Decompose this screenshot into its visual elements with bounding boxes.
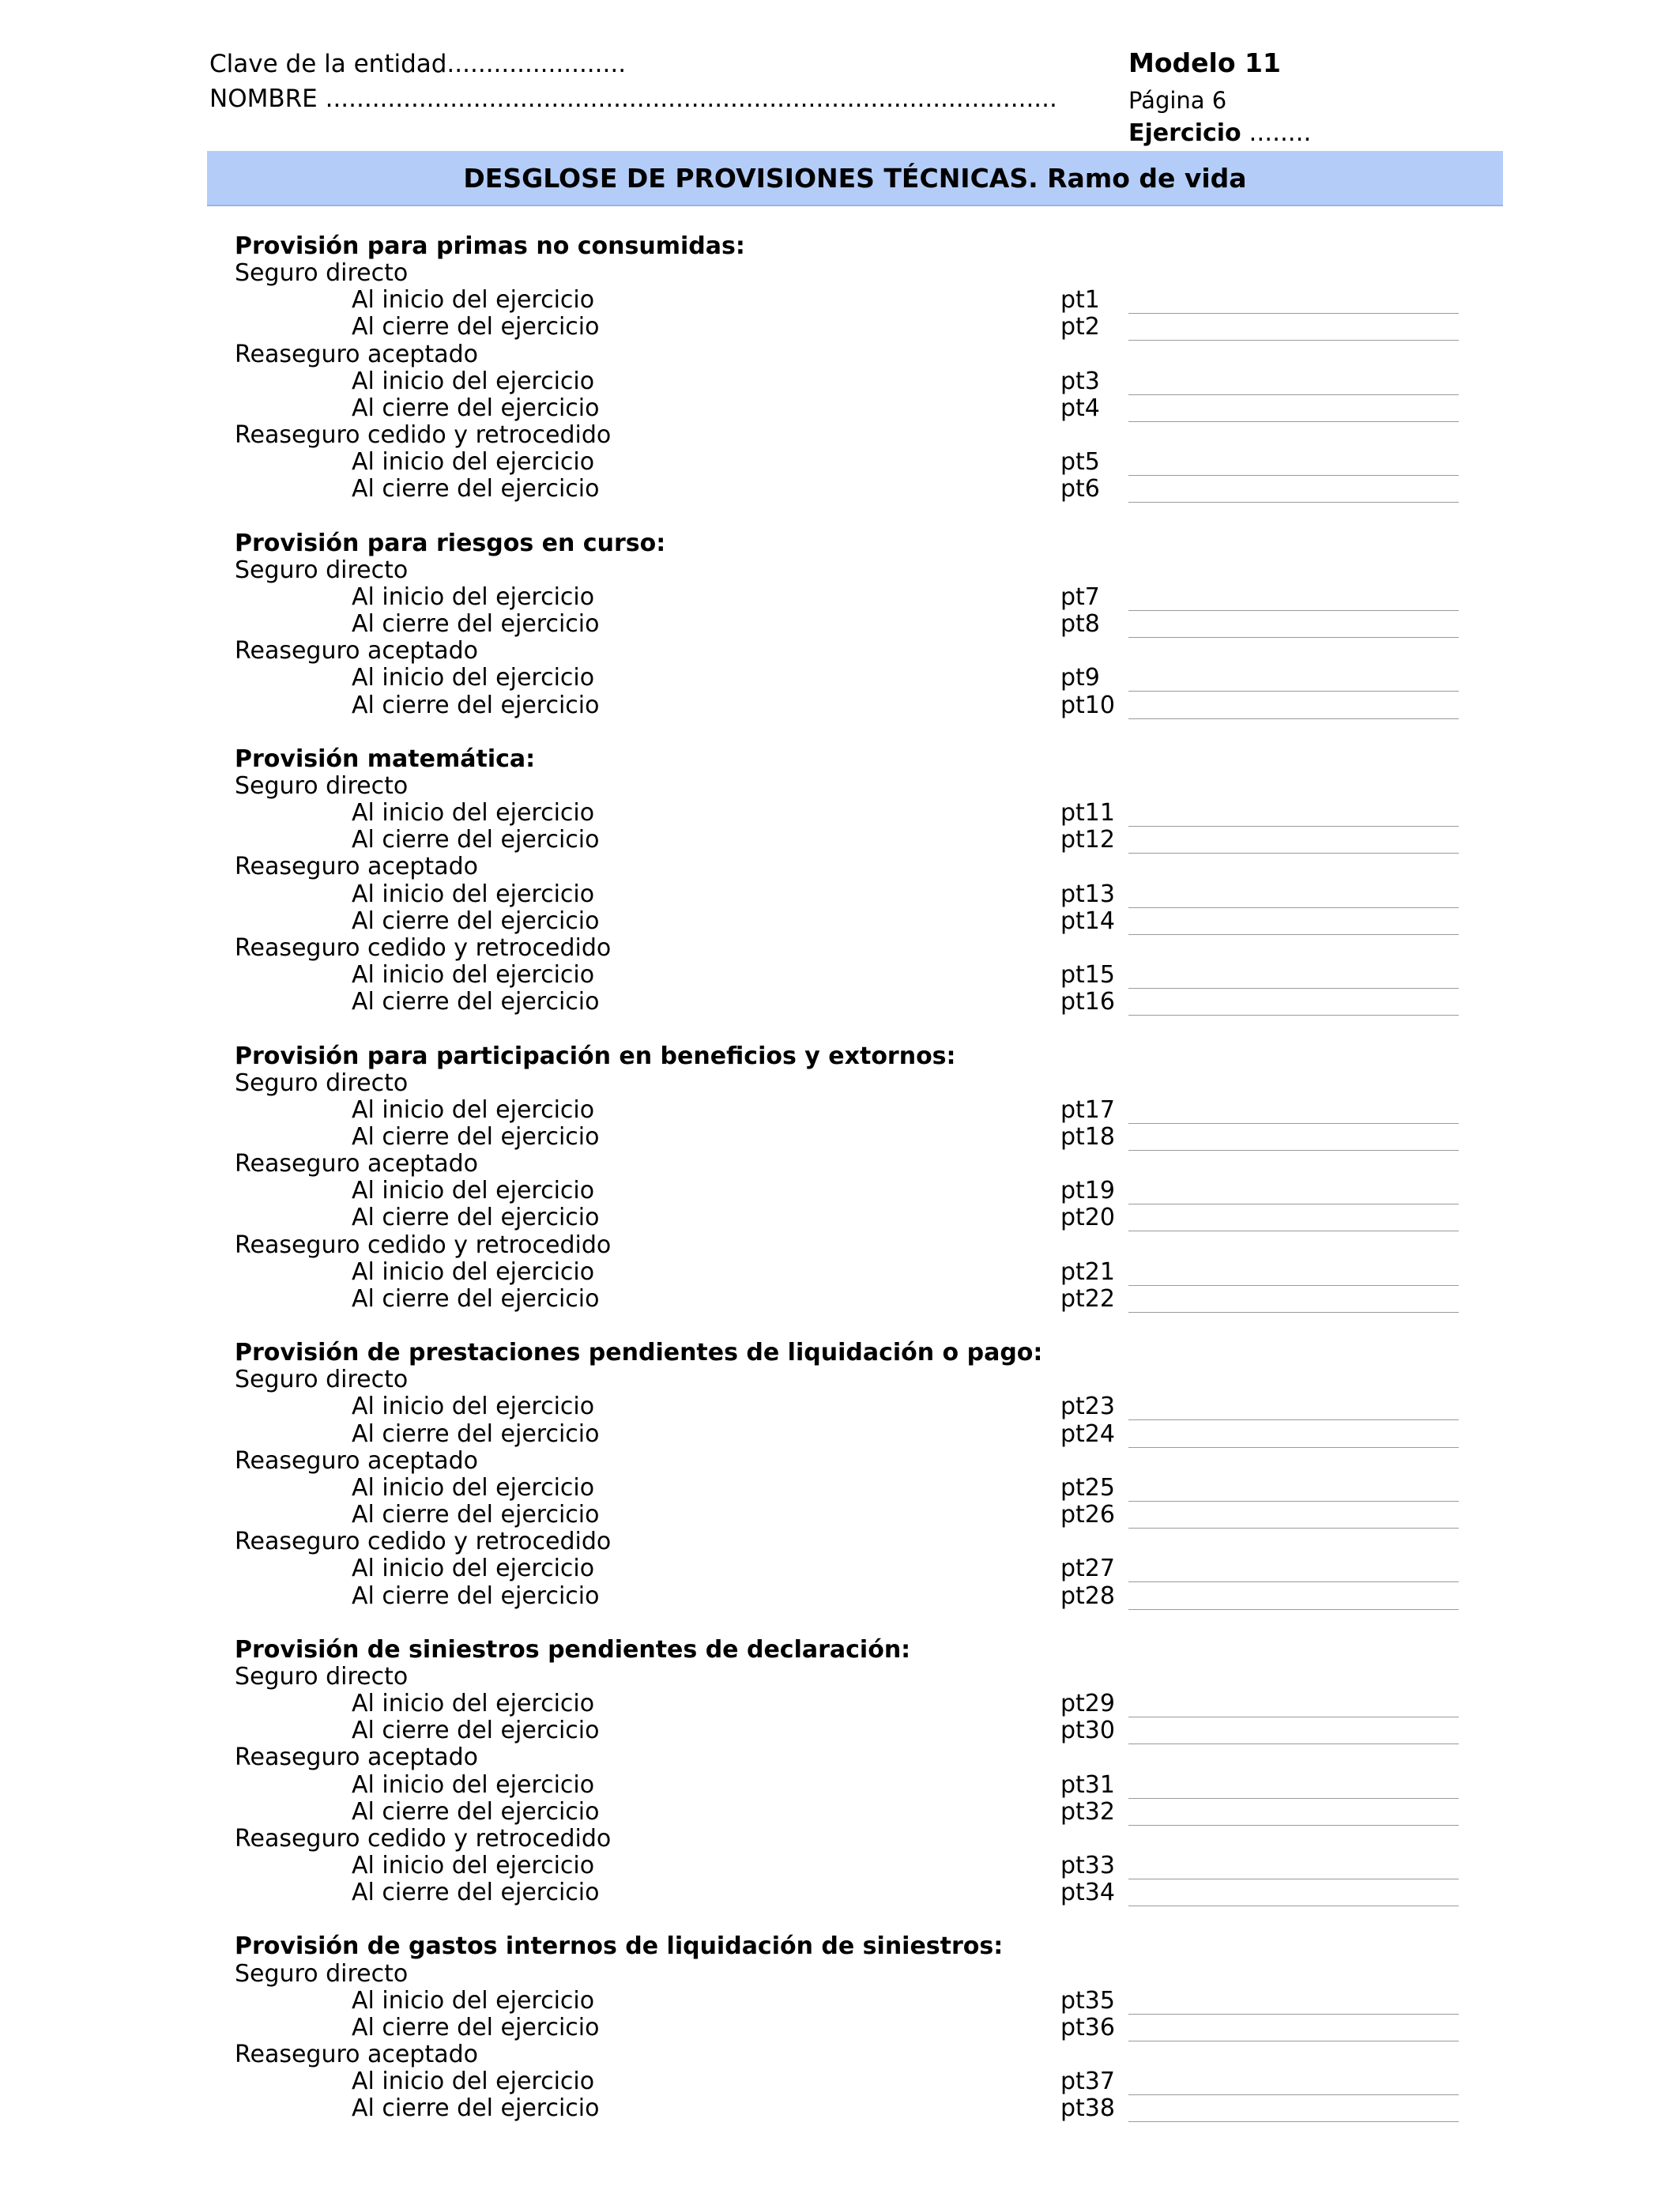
group-label: Reaseguro aceptado	[235, 2041, 478, 2069]
row-label: Al inicio del ejercicio	[352, 880, 595, 908]
row-label: Al cierre del ejercicio	[352, 691, 600, 719]
value-input-line[interactable]	[1128, 610, 1459, 611]
row-code: pt4	[1060, 394, 1100, 422]
ejercicio-dots: ........	[1249, 119, 1312, 147]
row-code: pt32	[1060, 1797, 1115, 1826]
row-label: Al cierre del ejercicio	[352, 2094, 600, 2123]
row-code: pt9	[1060, 664, 1100, 692]
value-input-line[interactable]	[1128, 853, 1459, 854]
row-code: pt8	[1060, 610, 1100, 639]
row-code: pt11	[1060, 799, 1115, 827]
ejercicio-label: Ejercicio	[1128, 119, 1241, 147]
row-label: Al inicio del ejercicio	[352, 1852, 595, 1879]
row-code: pt29	[1060, 1690, 1115, 1718]
row-code: pt7	[1060, 582, 1100, 611]
row-code: pt25	[1060, 1473, 1115, 1502]
row-label: Al cierre del ejercicio	[352, 1581, 600, 1610]
group-label: Reaseguro aceptado	[235, 1744, 478, 1772]
group-label: Reaseguro cedido y retrocedido	[235, 421, 612, 450]
value-input-line[interactable]	[1128, 502, 1459, 503]
group-label: Reaseguro cedido y retrocedido	[235, 933, 612, 962]
section-title: Provisión de gastos internos de liquidación de siniestros:	[235, 1932, 1004, 1961]
group-label: Seguro directo	[235, 259, 409, 288]
row-label: Al cierre del ejercicio	[352, 1419, 600, 1448]
row-code: pt20	[1060, 1204, 1115, 1232]
group-label: Seguro directo	[235, 556, 409, 584]
group-label: Seguro directo	[235, 1662, 409, 1691]
row-code: pt1	[1060, 286, 1100, 315]
group-label: Reaseguro aceptado	[235, 1446, 478, 1475]
row-code: pt26	[1060, 1501, 1115, 1529]
value-input-line[interactable]	[1128, 1528, 1459, 1529]
row-label: Al cierre del ejercicio	[352, 2013, 600, 2041]
value-input-line[interactable]	[1128, 1312, 1459, 1313]
row-code: pt5	[1060, 448, 1100, 477]
row-code: pt38	[1060, 2094, 1115, 2123]
value-input-line[interactable]	[1128, 1419, 1459, 1420]
row-code: pt31	[1060, 1770, 1115, 1799]
nombre-label: NOMBRE ..............................................................................................	[209, 85, 1057, 113]
row-label: Al cierre del ejercicio	[352, 1284, 600, 1313]
group-label: Reaseguro cedido y retrocedido	[235, 1231, 612, 1259]
row-code: pt18	[1060, 1122, 1115, 1151]
row-label: Al inicio del ejercicio	[352, 448, 595, 477]
row-code: pt23	[1060, 1393, 1115, 1421]
row-code: pt14	[1060, 907, 1115, 935]
row-code: pt19	[1060, 1177, 1115, 1205]
value-input-line[interactable]	[1128, 313, 1459, 314]
row-label: Al cierre del ejercicio	[352, 394, 600, 422]
value-input-line[interactable]	[1128, 340, 1459, 341]
row-code: pt2	[1060, 313, 1100, 341]
value-input-line[interactable]	[1128, 475, 1459, 476]
row-label: Al inicio del ejercicio	[352, 1393, 595, 1421]
value-input-line[interactable]	[1128, 907, 1459, 908]
value-input-line[interactable]	[1128, 1150, 1459, 1151]
row-code: pt15	[1060, 961, 1115, 990]
value-input-line[interactable]	[1128, 1798, 1459, 1799]
section-title: Provisión para primas no consumidas:	[235, 232, 745, 260]
row-label: Al inicio del ejercicio	[352, 799, 595, 827]
row-label: Al inicio del ejercicio	[352, 2068, 595, 2096]
row-code: pt27	[1060, 1555, 1115, 1583]
section-title: Provisión de siniestros pendientes de declaración:	[235, 1635, 911, 1664]
row-label: Al inicio del ejercicio	[352, 1986, 595, 2015]
value-input-line[interactable]	[1128, 1581, 1459, 1582]
row-code: pt10	[1060, 691, 1115, 719]
row-label: Al cierre del ejercicio	[352, 475, 600, 503]
row-code: pt36	[1060, 2013, 1115, 2041]
value-input-line[interactable]	[1128, 394, 1459, 395]
row-code: pt33	[1060, 1852, 1115, 1879]
value-input-line[interactable]	[1128, 691, 1459, 692]
row-label: Al inicio del ejercicio	[352, 1555, 595, 1583]
value-input-line[interactable]	[1128, 1447, 1459, 1448]
row-label: Al inicio del ejercicio	[352, 1473, 595, 1502]
row-code: pt35	[1060, 1986, 1115, 2015]
group-label: Reaseguro cedido y retrocedido	[235, 1824, 612, 1853]
clave-label: Clave de la entidad.......................	[209, 50, 627, 78]
row-label: Al cierre del ejercicio	[352, 1879, 600, 1907]
value-input-line[interactable]	[1128, 2094, 1459, 2095]
modelo-label: Modelo 11	[1128, 47, 1281, 78]
value-input-line[interactable]	[1128, 2121, 1459, 2122]
section-title: Provisión matemática:	[235, 745, 536, 773]
row-label: Al cierre del ejercicio	[352, 1797, 600, 1826]
pagina-label: Página 6	[1128, 87, 1227, 114]
value-input-line[interactable]	[1128, 718, 1459, 719]
row-code: pt30	[1060, 1717, 1115, 1745]
value-input-line[interactable]	[1128, 934, 1459, 935]
row-label: Al inicio del ejercicio	[352, 582, 595, 611]
row-code: pt17	[1060, 1095, 1115, 1124]
section-title: Provisión de prestaciones pendientes de liquidación o pago:	[235, 1339, 1043, 1367]
group-label: Seguro directo	[235, 1069, 409, 1097]
row-label: Al inicio del ejercicio	[352, 286, 595, 315]
row-label: Al cierre del ejercicio	[352, 1122, 600, 1151]
row-code: pt3	[1060, 367, 1100, 395]
section-title: Provisión para participación en beneficios y extornos:	[235, 1042, 956, 1070]
row-label: Al inicio del ejercicio	[352, 961, 595, 990]
row-label: Al cierre del ejercicio	[352, 907, 600, 935]
row-label: Al inicio del ejercicio	[352, 1770, 595, 1799]
value-input-line[interactable]	[1128, 1825, 1459, 1826]
value-input-line[interactable]	[1128, 1609, 1459, 1610]
row-code: pt24	[1060, 1419, 1115, 1448]
value-input-line[interactable]	[1128, 1015, 1459, 1016]
row-code: pt13	[1060, 880, 1115, 908]
group-label: Seguro directo	[235, 772, 409, 800]
row-label: Al inicio del ejercicio	[352, 1257, 595, 1286]
group-label: Reaseguro aceptado	[235, 853, 478, 881]
value-input-line[interactable]	[1128, 637, 1459, 638]
value-input-line[interactable]	[1128, 1285, 1459, 1286]
group-label: Reaseguro aceptado	[235, 340, 478, 368]
row-code: pt34	[1060, 1879, 1115, 1907]
value-input-line[interactable]	[1128, 1501, 1459, 1502]
value-input-line[interactable]	[1128, 826, 1459, 827]
row-label: Al inicio del ejercicio	[352, 1177, 595, 1205]
row-code: pt16	[1060, 988, 1115, 1016]
row-code: pt21	[1060, 1257, 1115, 1286]
section-title: Provisión para riesgos en curso:	[235, 529, 666, 557]
value-input-line[interactable]	[1128, 421, 1459, 422]
value-input-line[interactable]	[1128, 1123, 1459, 1124]
row-code: pt22	[1060, 1284, 1115, 1313]
row-label: Al cierre del ejercicio	[352, 988, 600, 1016]
row-code: pt37	[1060, 2068, 1115, 2096]
row-code: pt12	[1060, 826, 1115, 854]
group-label: Seguro directo	[235, 1959, 409, 1988]
row-label: Al inicio del ejercicio	[352, 1690, 595, 1718]
row-label: Al cierre del ejercicio	[352, 313, 600, 341]
value-input-line[interactable]	[1128, 988, 1459, 989]
row-label: Al cierre del ejercicio	[352, 1717, 600, 1745]
row-code: pt6	[1060, 475, 1100, 503]
row-label: Al cierre del ejercicio	[352, 1501, 600, 1529]
group-label: Reaseguro aceptado	[235, 637, 478, 665]
section-banner: DESGLOSE DE PROVISIONES TÉCNICAS. Ramo de vida	[207, 151, 1503, 206]
group-label: Reaseguro aceptado	[235, 1150, 478, 1178]
row-label: Al inicio del ejercicio	[352, 664, 595, 692]
group-label: Seguro directo	[235, 1366, 409, 1394]
group-label: Reaseguro cedido y retrocedido	[235, 1528, 612, 1556]
row-label: Al inicio del ejercicio	[352, 1095, 595, 1124]
row-label: Al inicio del ejercicio	[352, 367, 595, 395]
row-code: pt28	[1060, 1581, 1115, 1610]
value-input-line[interactable]	[1128, 2014, 1459, 2015]
row-label: Al cierre del ejercicio	[352, 826, 600, 854]
row-label: Al cierre del ejercicio	[352, 610, 600, 639]
row-label: Al cierre del ejercicio	[352, 1204, 600, 1232]
